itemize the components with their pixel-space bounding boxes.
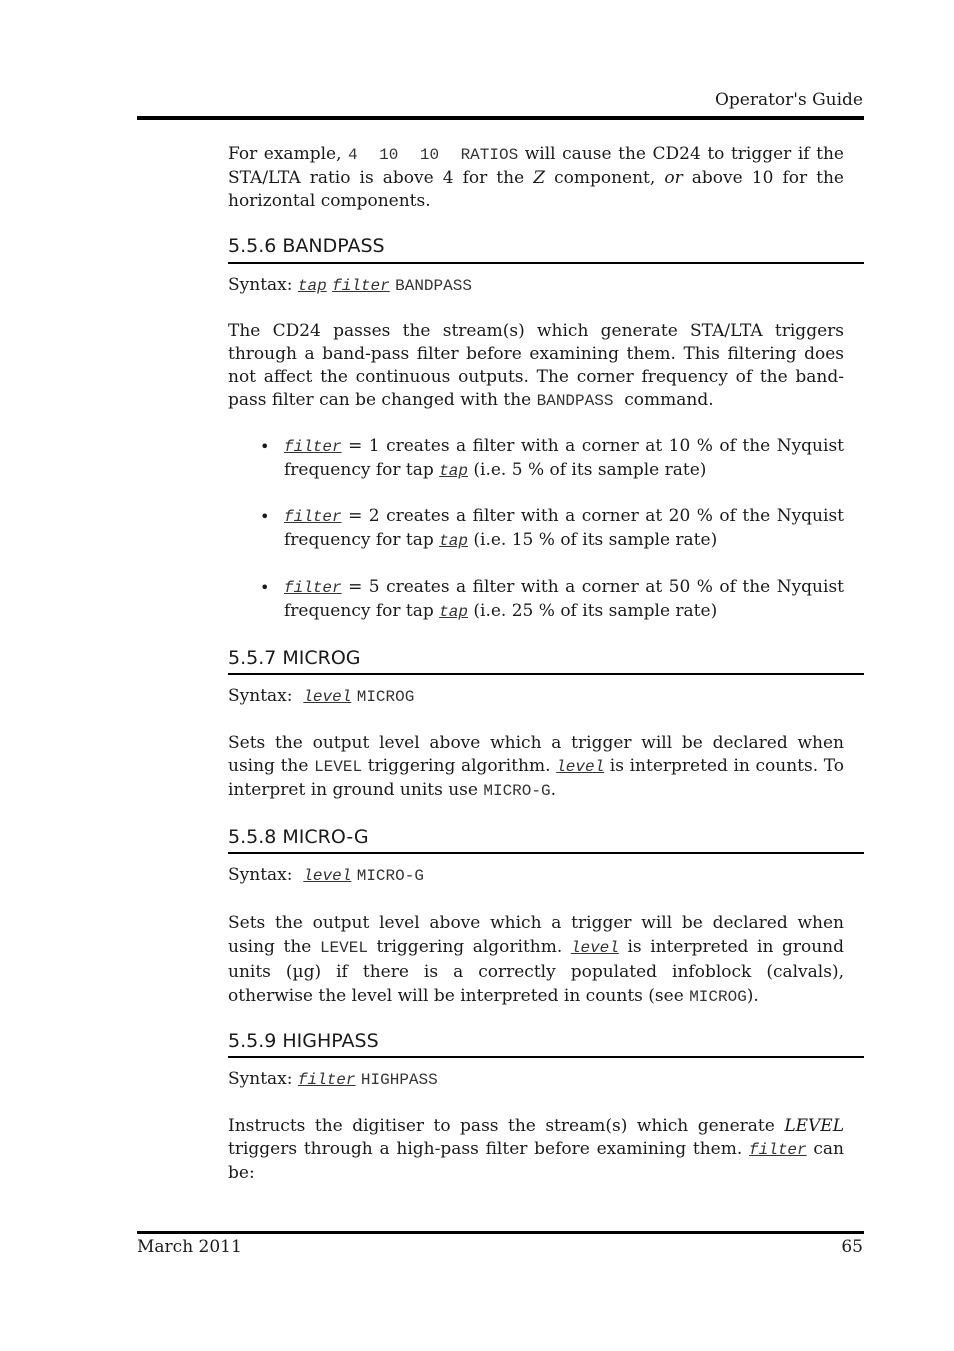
list-text: = 2 creates a filter with a corner at 20 % of the Nyquist frequency for tap: [284, 506, 844, 550]
bullet-marker: •: [260, 507, 270, 526]
section-rule: [228, 1056, 864, 1058]
section-rule: [228, 852, 864, 854]
section-rule: [228, 262, 864, 264]
intro-text: For example,: [228, 144, 349, 164]
syntax-command: MICRO-G: [356, 867, 424, 885]
running-header: Operator's Guide: [714, 90, 863, 110]
list-text: (i.e. 5 % of its sample rate): [467, 460, 707, 480]
syntax-command: MICROG: [356, 688, 415, 706]
intro-text: above 10 for the horizontal components.: [228, 168, 844, 211]
syntax-command: BANDPASS: [395, 277, 472, 295]
list-var: tap: [439, 462, 468, 480]
highpass-text: can be:: [228, 1139, 844, 1183]
syntax-var-level: level: [303, 867, 352, 885]
list-var: filter: [284, 508, 342, 526]
micro-g-description: [228, 911, 844, 1009]
intro-text: will cause the CD24 to trigger if the STA/LTA ratio is above 4 for the: [228, 144, 844, 188]
microg-text: triggering algorithm.: [362, 756, 557, 776]
list-text: = 5 creates a filter with a corner at 50 % of the Nyquist frequency for tap: [284, 577, 844, 621]
section-heading-micro-g: 5.5.8 MICRO-G: [228, 826, 369, 848]
highpass-var: filter: [749, 1141, 807, 1159]
page-number: 65: [841, 1237, 863, 1257]
footer-date: March 2011: [137, 1237, 242, 1257]
syntax-label: Syntax:: [228, 275, 298, 295]
syntax-line-micro-g: [228, 864, 844, 888]
list-text: (i.e. 15 % of its sample rate): [467, 530, 718, 550]
syntax-label: Syntax:: [228, 1069, 298, 1089]
list-var: tap: [439, 603, 468, 621]
syntax-label: Syntax:: [228, 865, 304, 885]
micro-g-text: triggering algorithm.: [367, 937, 571, 957]
microg-code: MICRO-G: [483, 782, 551, 800]
syntax-var-filter: filter: [332, 277, 390, 295]
bandpass-text: command.: [613, 390, 714, 410]
micro-g-var: level: [570, 939, 619, 957]
section-heading-bandpass: 5.5.6 BANDPASS: [228, 235, 385, 257]
list-var: filter: [284, 579, 342, 597]
syntax-var-level: level: [303, 688, 352, 706]
list-item: [284, 505, 844, 553]
microg-text: Sets the output level above which a trigger will be declared when using the: [228, 733, 844, 776]
microg-code: LEVEL: [314, 758, 363, 776]
list-var: tap: [439, 532, 468, 550]
bandpass-code: BANDPASS: [536, 392, 614, 410]
list-var: filter: [284, 438, 342, 456]
micro-g-text: Sets the output level above which a trigger will be declared when using the: [228, 913, 844, 957]
microg-text: is interpreted in counts. To interpret in ground units use: [228, 756, 845, 800]
micro-g-text: is interpreted in ground units (µg) if there is a correctly populated infoblock (calvals), otherwise the level will be interpreted in counts (see: [228, 937, 844, 1006]
intro-text: component,: [545, 168, 665, 188]
syntax-line-microg: [228, 685, 844, 709]
section-rule: [228, 673, 864, 675]
list-item: [284, 576, 844, 624]
microg-var: level: [556, 758, 605, 776]
z-component: Z: [533, 168, 546, 188]
intro-code: 4 10 10 RATIOS: [348, 146, 519, 164]
level-emphasis: LEVEL: [784, 1116, 844, 1136]
section-heading-microg: 5.5.7 MICROG: [228, 647, 361, 669]
bullet-marker: •: [260, 437, 270, 456]
list-text: = 1 creates a filter with a corner at 10 % of the Nyquist frequency for tap: [284, 436, 844, 480]
section-heading-highpass: 5.5.9 HIGHPASS: [228, 1030, 379, 1052]
intro-paragraph: [228, 143, 844, 213]
list-item: [284, 435, 844, 483]
syntax-label: Syntax:: [228, 686, 304, 706]
syntax-var-filter: filter: [297, 1071, 356, 1089]
syntax-var-tap: tap: [297, 277, 327, 295]
micro-g-code: MICROG: [689, 988, 747, 1006]
highpass-text: triggers through a high-pass filter before examining them.: [228, 1139, 750, 1159]
microg-text: .: [550, 780, 556, 800]
or-emphasis: or: [664, 168, 683, 188]
bullet-marker: •: [260, 578, 270, 597]
microg-description: [228, 732, 844, 803]
bandpass-description: [228, 320, 844, 413]
syntax-command: HIGHPASS: [360, 1071, 438, 1089]
syntax-line-bandpass: [228, 274, 844, 298]
footer-rule: [137, 1231, 864, 1234]
syntax-line-highpass: [228, 1068, 844, 1092]
header-rule: [137, 116, 864, 120]
highpass-text: Instructs the digitiser to pass the stream(s) which generate: [228, 1116, 785, 1136]
highpass-description: [228, 1115, 844, 1185]
micro-g-code: LEVEL: [319, 939, 368, 957]
list-text: (i.e. 25 % of its sample rate): [467, 601, 718, 621]
bandpass-text: The CD24 passes the stream(s) which generate STA/LTA triggers through a band-pass filter before examining them. This filtering does not affect the continuous outputs. The corner frequency of the band-pass filter can be changed with the: [228, 321, 844, 410]
micro-g-text: ).: [746, 986, 759, 1006]
